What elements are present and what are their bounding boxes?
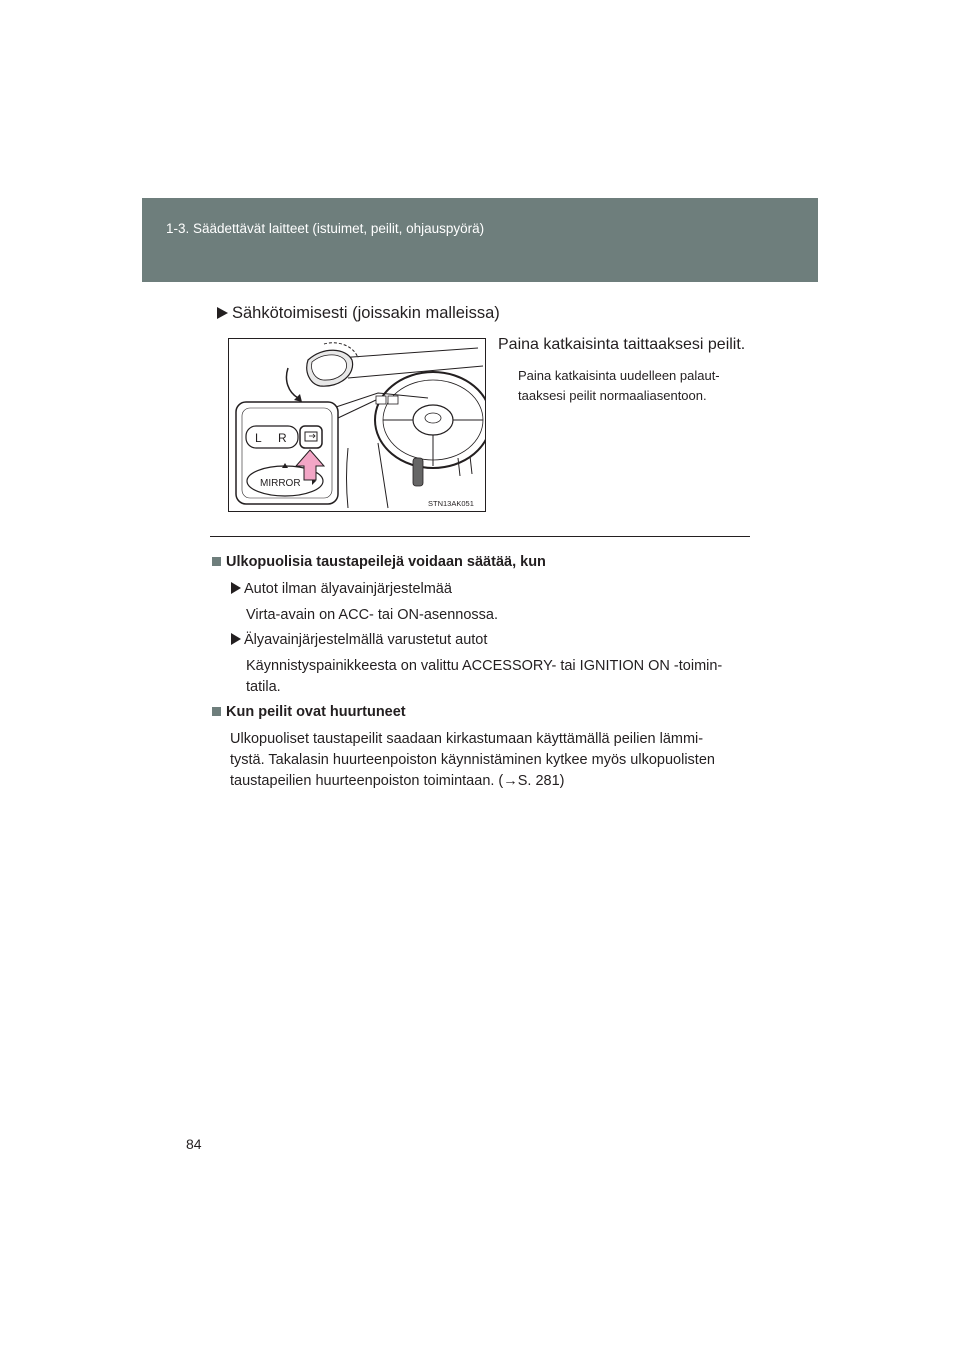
instruction-text: Paina katkaisinta taittaaksesi peilit. [498, 336, 746, 353]
illustration-code: STN13AK051 [428, 499, 474, 508]
chapter-title: 1-3. Säädettävät laitteet (istuimet, peilit, ohjauspyörä) [166, 221, 485, 236]
square-bullet-icon [212, 707, 221, 716]
mirror-switch-illustration [228, 338, 486, 512]
triangle-bullet-icon [231, 582, 241, 594]
condition-heading: Ulkopuolisia taustapeilejä voidaan säätää, kun [212, 554, 546, 570]
section-heading: Sähkötoimisesti (joissakin malleissa) [217, 304, 500, 323]
item2-label: Älyavainjärjestelmällä varustetut autot [231, 632, 487, 648]
chapter-header [142, 198, 818, 282]
switch-left-label: L [255, 431, 262, 445]
fog-text: Ulkopuoliset taustapeilit saadaan kirkastumaan käyttämällä peilien lämmi- tystä. Takalasin huurteenpoiston käynnistäminen kytkee myös ulkopuolisten taustapeilien huurteenpoiston toimintaan. (→S. 281) [230, 731, 715, 789]
mirror-dial-label: MIRROR [260, 478, 301, 489]
instruction-note: Paina katkaisinta uudelleen palaut- taaksesi peilit normaaliasentoon. [518, 368, 720, 403]
triangle-bullet-icon [217, 307, 228, 319]
page-number: 84 [186, 1136, 202, 1152]
square-bullet-icon [212, 557, 221, 566]
fog-heading: Kun peilit ovat huurtuneet [212, 704, 406, 720]
item2-text: Käynnistyspainikkeesta on valittu ACCESSORY- tai IGNITION ON -toimin- tatila. [246, 658, 723, 695]
item1-text: Virta-avain on ACC- tai ON-asennossa. [246, 607, 498, 623]
item1-label: Autot ilman älyavainjärjestelmää [231, 581, 452, 597]
section-divider [210, 536, 750, 537]
triangle-bullet-icon [231, 633, 241, 645]
switch-right-label: R [278, 431, 287, 445]
